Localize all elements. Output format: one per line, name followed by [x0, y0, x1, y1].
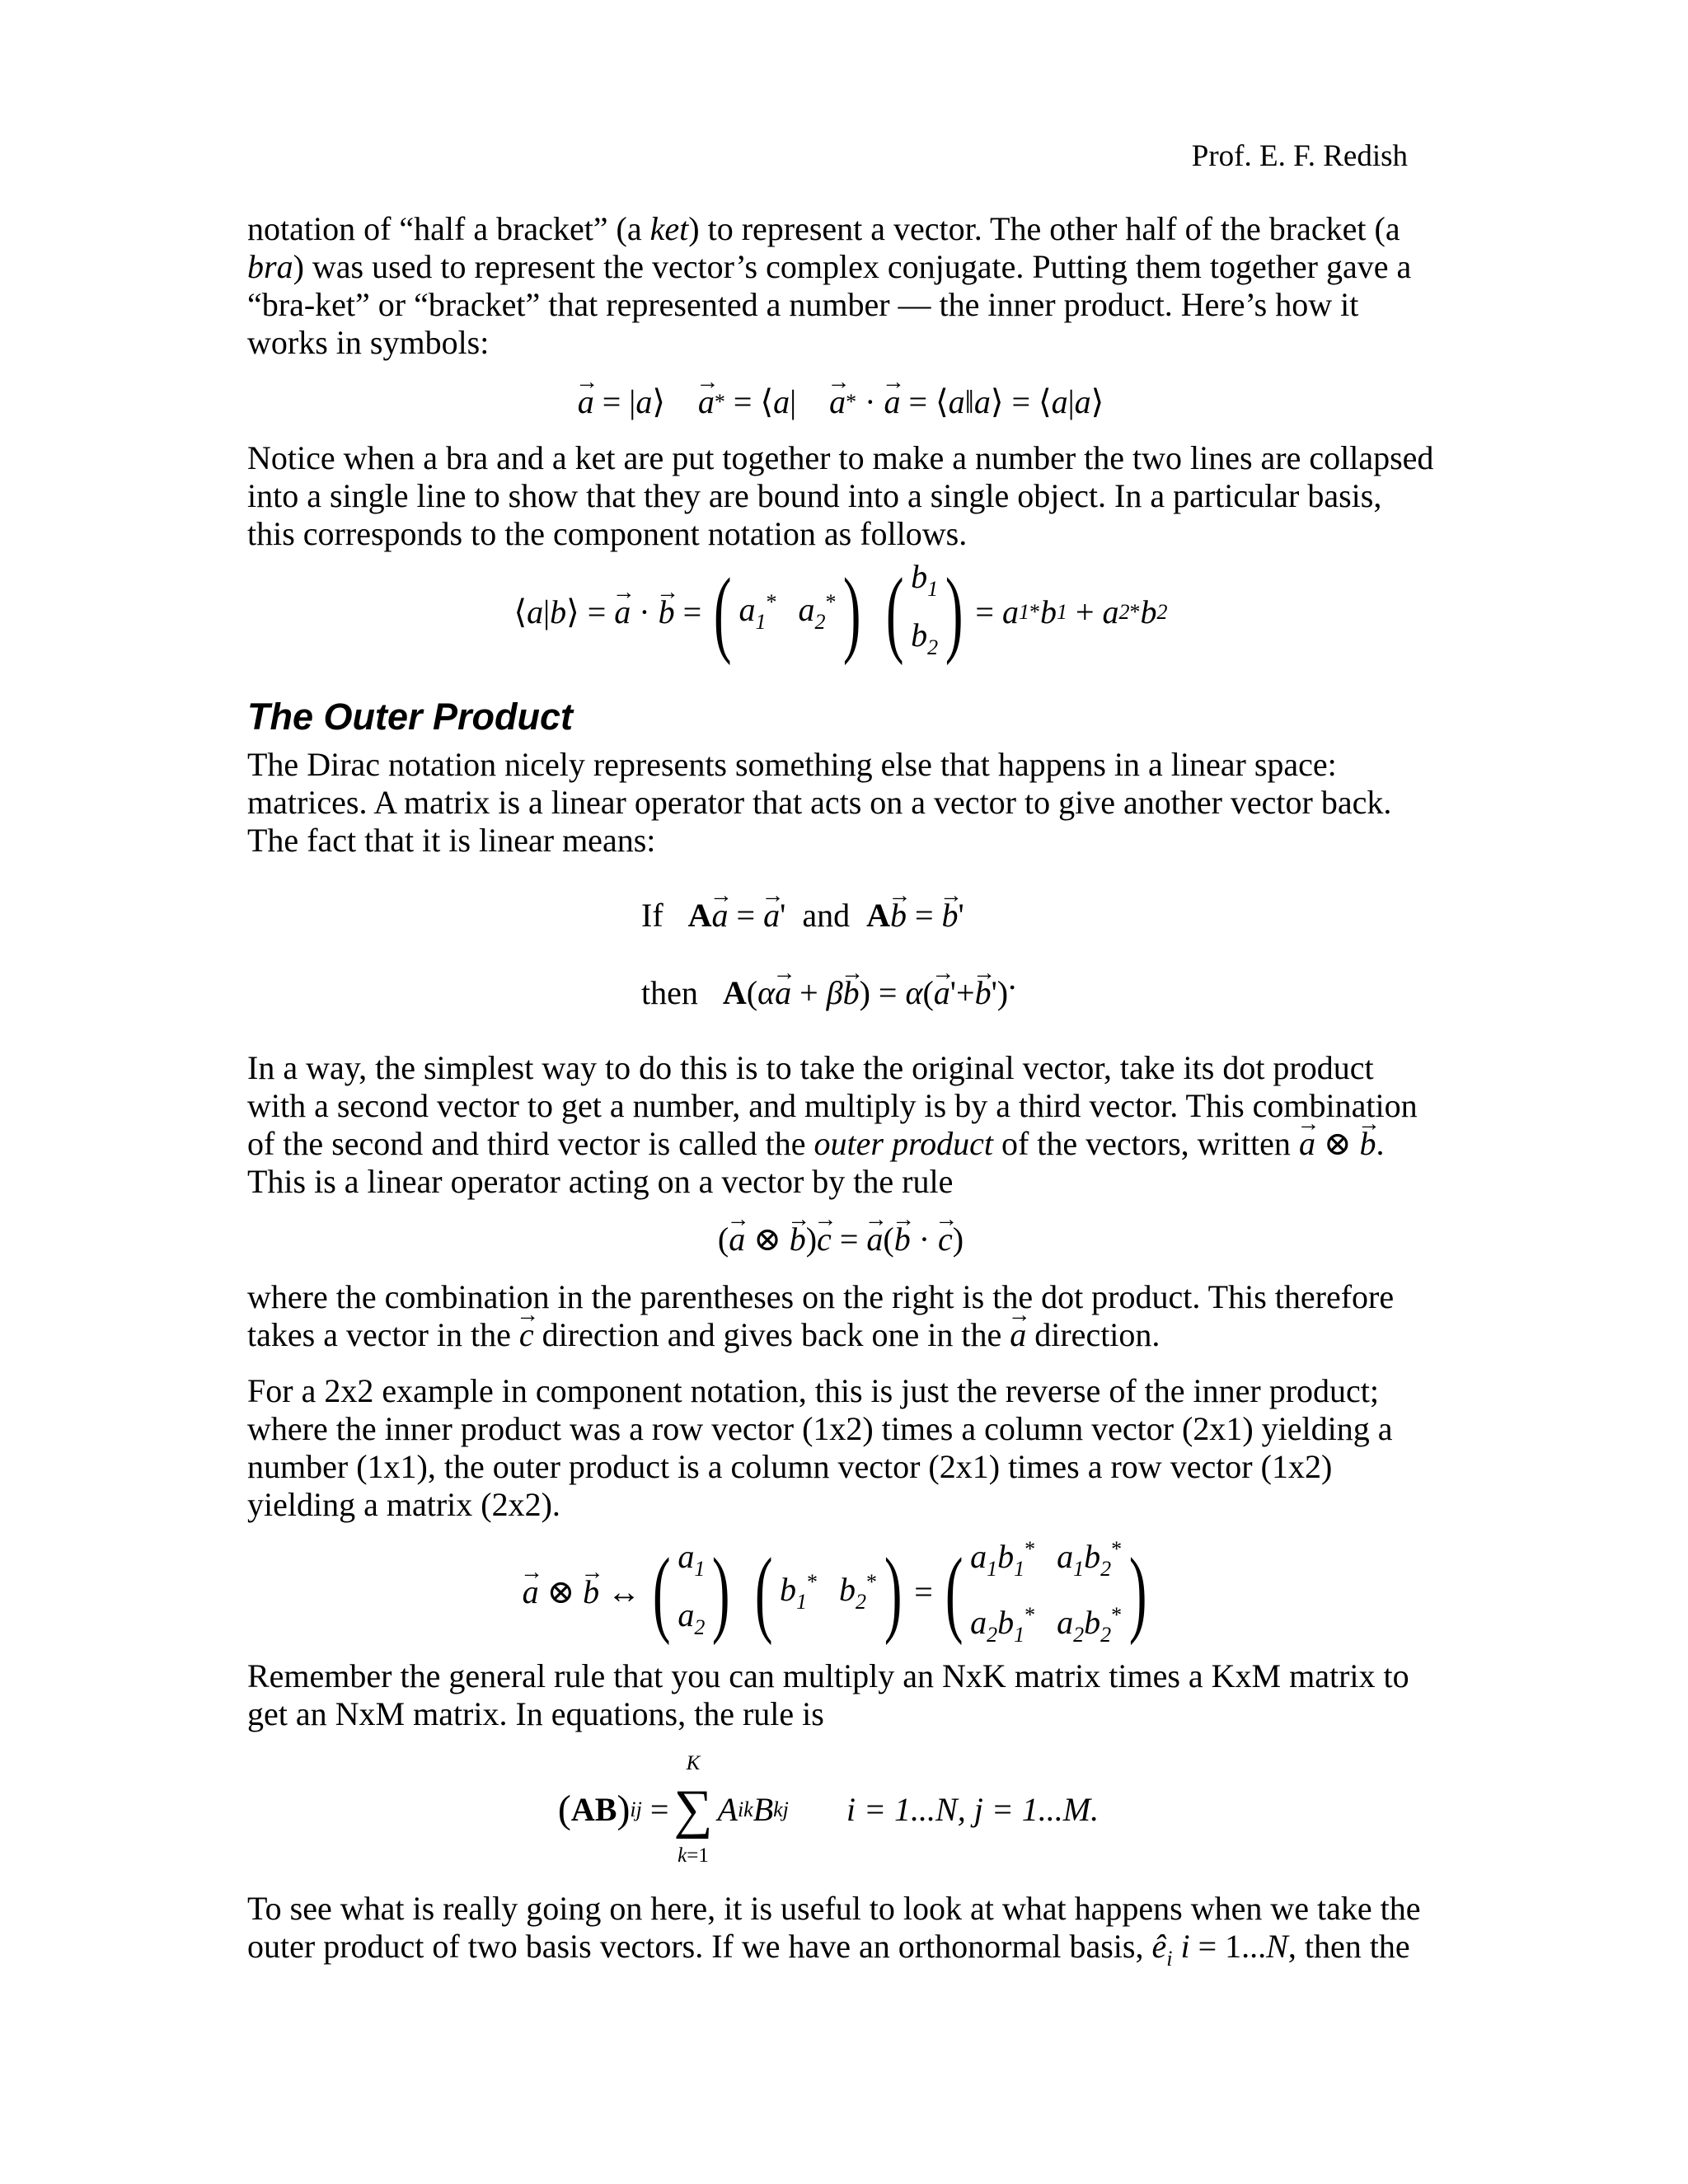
paragraph-outer-product-definition: In a way, the simplest way to do this is to take the original vector, take its dot product with a second vector to get a number, and multiply is by a third vector. This combination of the second and third vector is called the outer product of the vectors, written → a ⊗ → b. This is a linear operator acting on a vector by the rule: [247, 1049, 1434, 1201]
paragraph-bra-ket-collapse: Notice when a bra and a ket are put together to make a number the two lines are collapsed into a single line to show that they are bound into a single object. In a particular basis, this corresponds to the component notation as follows.: [247, 439, 1434, 552]
section-title: The Outer Product: [247, 696, 574, 738]
equation-outer-product-rule: ( → a ⊗ → b ) → c = → a ( → b · → c ): [247, 1221, 1434, 1258]
paragraph-dot-product-direction: where the combination in the parentheses on the right is the dot product. This therefore takes a vector in the → c direction and gives back one in the → a direction.: [247, 1278, 1434, 1354]
paragraph-component-example: For a 2x2 example in component notation, this is just the reverse of the inner product; where the inner product was a row vector (1x2) times a column vector (2x1) yielding a number (1x1), the outer product is a column vector (2x1) times a row vector (1x2) yielding a matrix (2x2).: [247, 1372, 1393, 1523]
equation-linearity: If A→ a = → a' and A→ b = → b' then A(α→ a + β→ b) = α(→ a'+→ b').: [641, 884, 1434, 1024]
equation-inner-product-components: ⟨ a | b ⟩ = → a · → b = ( $a_1^*$ $a_2^*$ ) ( $b_1$ $b_2$ ) = a 1 * b 1 + a 2 * b 2: [247, 558, 1434, 667]
equation-bra-ket-symbols: → a = | a ⟩ → a * = ⟨ a | → a * · → a = ⟨ a ‖ a ⟩ = ⟨ a | a ⟩: [247, 383, 1434, 421]
equation-matrix-product-sum: ( AB ) ij = K ∑ k=1 A ik B kj i = 1...N, j = 1...M.: [557, 1752, 1100, 1867]
page-header-author: Prof. E. F. Redish: [1191, 139, 1408, 173]
paragraph-matrices-intro: The Dirac notation nicely represents something else that happens in a linear space: matrices. A matrix is a linear operator that acts on a vector to give another vector back. The fact that it is linear means:: [247, 746, 1392, 859]
paragraph-matrix-multiplication-rule: Remember the general rule that you can multiply an NxK matrix times a KxM matrix to get an NxM matrix. In equations, the rule is: [247, 1657, 1409, 1732]
equation-outer-product-matrix: → a ⊗ → b ↔ ( $a_1$ $a_2$ ) ( $b_1^*$ $b_2^*$ ) = ( $a_1b_1^*$ $a_1b_2^*$ $a_2b_1^*$ $a_2b_2^*$ ): [247, 1530, 1434, 1654]
paragraph-bra-ket-intro: notation of “half a bracket” (a ket) to represent a vector. The other half of the bracket (a bra) was used to represent the vector’s complex conjugate. Putting them together gave a “bra-ket” or “bracket” that represented a number — the inner product. Here’s how it works in symbols:: [247, 210, 1412, 361]
paragraph-basis-vectors: To see what is really going on here, it is useful to look at what happens when we take the outer product of two basis vectors. If we have an orthonormal basis, $ê_i$ i = 1...N, then the: [247, 1890, 1421, 1971]
page-body: [247, 210, 1434, 1978]
